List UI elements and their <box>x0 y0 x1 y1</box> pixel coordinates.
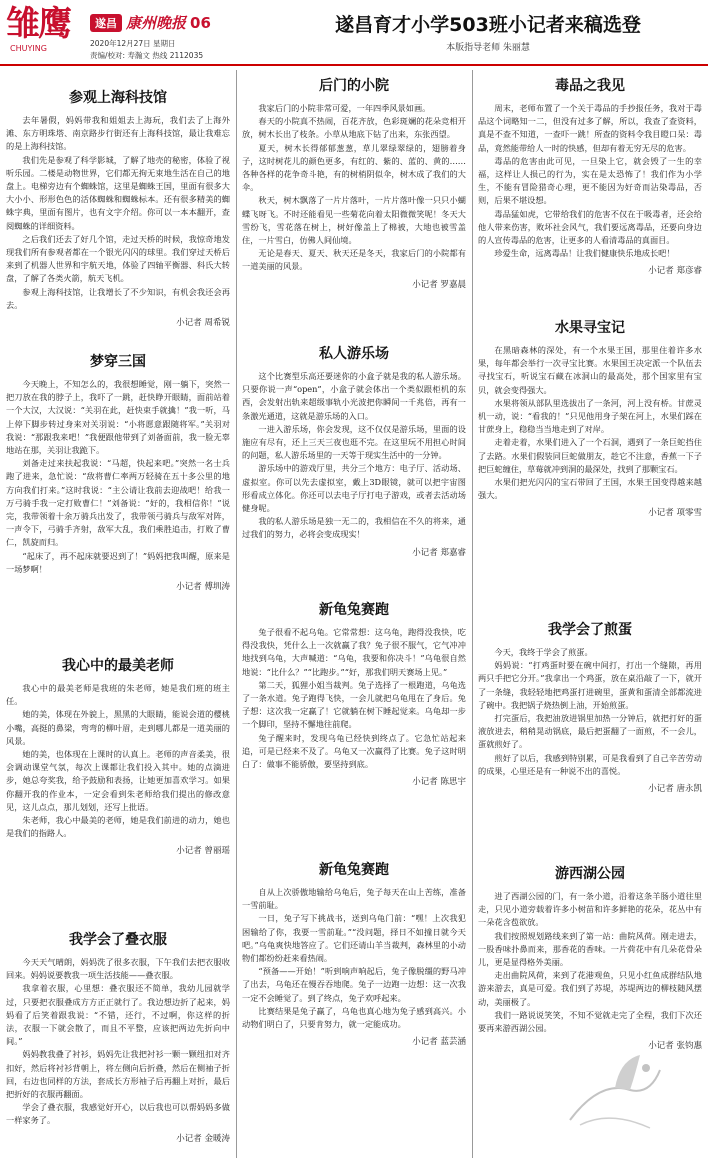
article-title: 游西湖公园 <box>555 866 625 882</box>
paragraph: 打完蛋后，我把油放进锅里加热一分钟后，就把打好的蛋液放进去，稍稍晃动锅底，最后把蛋翻了一面煎，不一会儿，蛋就煎好了。 <box>478 713 702 750</box>
article-shanghai <box>6 88 230 348</box>
paragraph: 今天天气晴朗，妈妈洗了很多衣服，下午我们去把衣服收回来。妈妈说要教我一项生活技能——叠衣服。 <box>6 957 230 981</box>
article-title: 梦穿三国 <box>90 354 146 370</box>
article-title: 后门的小院 <box>319 78 389 94</box>
paper-logo <box>6 4 86 62</box>
paragraph: 走出曲院风荷，来到了花港观鱼，只见小红鱼成群结队地游来游去，真是可爱。我们到了苏堤，苏堤两边的柳枝随风摆动，美丽极了。 <box>478 970 702 1007</box>
paragraph: 水果们把光闪闪的宝石带回了王国，水果王国变得越来越强大。 <box>478 477 702 501</box>
paragraph: 第二天，狐狸小姐当裁判。兔子选择了一根跑道，乌龟选了一条水道。兔子跑得飞快，一会儿就把乌龟甩在了身后。兔子想：这次我一定赢了！它就躺在树下睡起觉来。乌龟却一步一个脚印，坚持不懈地往前爬。 <box>242 679 466 730</box>
article-drugs <box>478 76 702 308</box>
paragraph: 我家后门的小院非常可爱，一年四季风景如画。 <box>258 103 431 113</box>
column-rule <box>236 70 237 1158</box>
article-folding-clothes <box>6 930 230 1158</box>
article-fruit-treasure <box>478 318 702 614</box>
paragraph: 我们一路说说笑笑，不知不觉就走完了全程，我们下次还要再来游西湖公园。 <box>478 1009 702 1034</box>
paragraph: 朱老师，我心中最美的老师，她是我们前进的动力，她也是我们的指路人。 <box>6 815 230 839</box>
paragraph: 这个比赛型乐高还要迷你的小盒子就是我的私人游乐场。只要你说一声“open”，小盒子就会体出一个类似跟柜机的东西，会发射出轨来超级事轨小光波把你瞬间一千兆倍，再有一条激光通道，这就是游乐场的入口。 <box>242 371 466 421</box>
paragraph: 毒品猛如虎，它带给我们的危害不仅在于吸毒者，还会给他人带来伤害，败坏社会风气，我们要远离毒品，还要向身边的人宣传毒品的危害，让更多的人看清毒品的真面目。 <box>478 208 702 246</box>
article-byline: 小记者 唐永凯 <box>648 784 702 795</box>
paragraph: 兔子醒来时，发现乌龟已经快到终点了。它急忙站起来追，可是已经来不及了。乌龟又一次赢得了比赛。兔子这时明白了：做事不能骄傲，要坚持到底。 <box>242 732 466 770</box>
paragraph: 一进入游乐场，你会发现，这不仅仅是游乐场，里面的设施应有尽有，还上三天三夜也逛不完。在这里玩不用担心时间的问题，私人游乐场里的一天等于现实生活中的一分钟。 <box>242 423 466 461</box>
article-tortoise-hare-1 <box>242 600 466 840</box>
paragraph: 秋天，树木飘落了一片片落叶，一片片落叶像一只只小蝴蝶飞呀飞。不时还能看见一些菊花向着太阳微微笑呢！冬天大雪纷飞，雪花落在树上，树好像盖上了棉被，大地也被雪盖住，一片雪白，仿佛人间仙境。 <box>242 195 466 246</box>
paragraph: 我的私人游乐场是独一无二的，我相信在不久的将来，通过我们的努力，必将会变成现实！ <box>242 516 466 540</box>
article-body <box>478 102 702 260</box>
article-byline: 小记者 周希锐 <box>176 318 230 329</box>
paragraph: 之后我们还去了好几个馆，走过天桥的时候，我惊奇地发现我们所有参观者都在一个银光闪闪的球里。我们穿过天桥后来到了机器人世界和宇航天地，体验了四轴平衡器、科氏大转盘，了解了各类火箭，航天飞机。 <box>6 233 230 284</box>
date-line: 2020年12月27日 星期日 <box>90 39 176 48</box>
article-backyard <box>242 76 466 338</box>
article-three-kingdoms <box>6 352 230 652</box>
paragraph: 自从上次骄傲地输给乌龟后，兔子每天在山上苦练，准备一雪前耻。 <box>242 887 466 911</box>
paragraph: 走着走着，水果们进入了一个石洞，遇到了一条巨蛇挡住了去路。水果们假装同巨蛇做朋友，趁它不注意，香蕉一下子把巨蛇缠住，草莓就冲到洞的最深处，找到了那颗宝石。 <box>478 437 702 474</box>
paragraph: 毒品的危害由此可见，一旦染上它，就会毁了一生的幸福，这样让人损己的行为，实在是太恐怖了！我们作为小学生，不能有冒险猎奇心理，更不能因为好奇而沾染毒品，否则，后果不堪设想。 <box>478 155 702 206</box>
article-body <box>6 114 230 312</box>
paper-name: 康州晚报 <box>126 14 187 32</box>
paragraph: 进了西湖公园的门，有一条小道，沿着这条羊肠小道往里走，只见小道旁载着许多小树苗和许多鲜艳的花朵，花丛中有一朵花含苞欲放。 <box>478 891 702 928</box>
paragraph: 在黑暗森林的深处，有一个水果王国，那里住着许多水果，每年都会举行一次寻宝比赛。水果国王决定派一个队伍去寻找宝石，听说宝石藏在冰洞山的最高处，那个国家里有宝贝，就会变得强大。 <box>478 345 702 395</box>
page-number: 06 <box>190 13 211 32</box>
paragraph: 妈妈说：“打鸡蛋时要在碗中间打，打出一个缝隙，再用两只手把它分开。”我拿出一个鸡蛋，放在桌沿敲了一下，就开了一条缝，我轻轻地把鸡蛋打进碗里，蛋黄和蛋清全部都流进了碗中。我把锅子烧热倒上油，开始煎蛋。 <box>478 660 702 710</box>
article-body <box>6 378 230 576</box>
article-title: 毒品之我见 <box>555 78 625 94</box>
bird-illustration-icon <box>560 1040 670 1135</box>
paragraph: 去年暑假，妈妈带我和姐姐去上海玩，我们去了上海外滩、东方明珠塔、南京路步行街还有上海科技馆，最让我难忘的是上海科技馆。 <box>6 115 230 152</box>
paragraph: 她的美，体现在外貌上，黑黑的大眼睛，能说会道的樱桃小嘴，高挺的鼻梁，弯弯的柳叶眉，走到哪儿都是一道美丽的风景。 <box>6 709 230 746</box>
paragraph: 今天，我终于学会了煎蛋。 <box>494 647 593 657</box>
article-byline: 小记者 郑嘉睿 <box>412 547 466 558</box>
paragraph: 她的美，也体现在上课时的认真上。老师的声音柔美，很会调动课堂气氛，每次上课都让我们投入其中。她的点滴进步，她总夸奖我，给予鼓励和表扬，让她更加喜欢学习。如果你翻开我的作业本，一定会看到朱老师给我们提出的修改意见，这儿点点，那儿划划，还写上批语。 <box>6 749 230 812</box>
article-body <box>478 344 702 502</box>
page-headline: 遂昌育才小学503班小记者来稿选登 <box>335 14 641 36</box>
paragraph: 夏天，树木长得郁郁葱葱，草儿翠绿翠绿的，翅膀着身子，这时树花儿的颜色更多，有红的、紫的、蓝的、黄的……各种各样的花争奇斗艳，有的树梢阴似伞，树木成了我们的大伞。 <box>242 142 466 193</box>
article-amusement-park <box>242 344 466 594</box>
paragraph: 我心中的最美老师是我班的朱老师，她是我们班的班主任。 <box>6 683 230 707</box>
column-rule <box>472 70 473 1158</box>
article-teacher <box>6 656 230 926</box>
article-title: 私人游乐场 <box>319 346 389 362</box>
article-byline: 小记者 张钧惠 <box>648 1041 702 1052</box>
paragraph: “预备——开始！”听到响声响起后，兔子像脱缰的野马冲了出去，乌龟还在慢吞吞地爬。兔子一边跑一边想：这一次我一定不会睡觉了。到了终点，兔子欢呼起来。 <box>242 966 466 1003</box>
article-body <box>242 886 466 1031</box>
paragraph: 周末，老师布置了一个关于毒品的手抄报任务，我对于毒品这个词略知一二，但没有过多了解，所以，我查了查资料，真是不查不知道，一查吓一跳！所查的资料令我目瞪口呆：毒品，竟然能带给人一时的快感，但却有着无穷无尽的危害。 <box>478 103 702 153</box>
paragraph: 煎好了以后，我感到特别累，可是我看到了自己辛苦劳动的成果，心里还是有一种说不出的喜悦。 <box>478 752 702 776</box>
paragraph: 比赛结果是兔子赢了，乌龟也真心地为兔子感到高兴。小动物们明白了，只要肯努力，就一定能成功。 <box>242 1005 466 1030</box>
article-title: 我心中的最美老师 <box>62 658 174 674</box>
article-title: 新龟兔赛跑 <box>319 602 389 618</box>
paragraph: 兔子很看不起乌龟。它常常想：这乌龟，跑得没我快，吃得没我快，凭什么上一次就赢了我？兔子很不服气，它气冲冲地找到乌龟，大声喊道：“乌龟，我要和你决斗！”乌龟很自然地说：“比什么？”“比跑步。”“好，那我们明天赛场上见。” <box>242 627 466 677</box>
paragraph: “起床了，再不起床就要迟到了！”妈妈把我叫醒，原来是一场梦啊！ <box>6 550 230 574</box>
logo-text: 雏鹰 <box>6 4 70 44</box>
article-byline: 小记者 项零雪 <box>648 508 702 519</box>
article-byline: 小记者 傅圳涛 <box>176 582 230 593</box>
logo-en-text: CHUYING <box>10 44 47 53</box>
article-byline: 小记者 郑彦睿 <box>648 266 702 277</box>
article-byline: 小记者 蓝芸涵 <box>412 1037 466 1048</box>
article-byline: 小记者 金暖涛 <box>176 1133 230 1144</box>
paragraph: 无论是春天、夏天、秋天还是冬天，我家后门的小院都有一道美丽的风景。 <box>242 248 466 272</box>
article-body <box>242 626 466 771</box>
paragraph: 珍爱生命，远离毒品！让我们健康快乐地成长吧！ <box>494 248 675 259</box>
paragraph: 游乐场中的游戏厅里，共分三个地方：电子厅、活动场、虚拟室。你可以先去虚拟室，戴上3D眼镜，就可以把宇宙图形看成立体化。你还可以去电子厅打电子游戏，或者去活动场健身呢。 <box>242 463 466 514</box>
paragraph: 水果将领从部队里选拔出了一条河，河上没有桥。甘蔗灵机一动，说：“看我的！”只见他用身子架在河上，水果们踩在甘蔗身上，稳稳当当地走到了对岸。 <box>478 397 702 435</box>
masthead <box>0 0 708 66</box>
paragraph: 刘备走过来扶起我说：“马超，快起来吧。”突然一名士兵跑了进来，急忙说：“敌将曹仁率两万轻骑在五十多公里的地方向我们打来。”这时我说：“主公请让我前去迎战吧！给我一万弓骑手我一定打败曹仁！”刘备说：“好的，我相信你！”说完，我带领着十余万骑兵出发了，我带领弓骑兵与敌军对阵，一声令下，弓骑手齐射，敌军大乱，我们乘胜追击，打败了曹仁，凯旋而归。 <box>6 458 230 548</box>
article-title: 参观上海科技馆 <box>69 90 167 106</box>
article-body <box>6 956 230 1128</box>
paragraph: 我们按照规划路线来到了第一站：曲院风荷。刚走进去，一股香味扑鼻而来，那香花的香味。一片荷花中有几朵花骨朵儿，更是显得格外美丽。 <box>478 930 702 968</box>
article-title: 水果寻宝记 <box>555 320 625 336</box>
paragraph: 一日，兔子写下挑战书，送到乌龟门前：“嘿！上次我犯困输给了你，我要一雪前耻。”“没问题，择日不如撞日就今天吧。”乌龟爽快地答应了。它们还请山羊当裁判，森林里的小动物们都纷纷赶来看热闹。 <box>242 913 466 964</box>
article-byline: 小记者 陈思宇 <box>412 777 466 788</box>
paragraph: 今天晚上，不知怎么的，我很想睡觉，刚一躺下，突然一把刀放在我的脖子上，我吓了一跳，赶快睁开眼睛，面前站着一个大汉，大汉说：“关羽在此，赶快束手就擒！”我一听，马上停下脚步转过身来对关羽说：“小将愿意跟随将军。”关羽对我说：“那跟我来吧！”我便跟他带到了刘备面前，我一脸无辜地站在那，关羽让我跪下。 <box>6 379 230 456</box>
article-tortoise-hare-2 <box>242 860 466 1158</box>
article-body <box>242 370 466 542</box>
paragraph: 妈妈教我叠了衬衫，妈妈先让我把衬衫一颗一颗纽扣对齐扣好，然后将衬衫背朝上，将左侧向后折叠，然后在侧袖子折回，右边也同样的方法，套成长方形袖子后再翻上对折，最后把折好的衣服再翻面。 <box>6 1049 230 1100</box>
section-tag: 遂昌 <box>90 14 122 32</box>
article-title: 我学会了叠衣服 <box>69 932 167 948</box>
paragraph: 参观上海科技馆，让我增长了不少知识，有机会我还会再去。 <box>6 286 230 310</box>
article-body <box>478 890 702 1035</box>
article-body <box>478 646 702 778</box>
paragraph: 学会了叠衣服，我感觉好开心，以后我也可以帮妈妈多做一样家务了。 <box>6 1102 230 1126</box>
article-title: 新龟兔赛跑 <box>319 862 389 878</box>
article-body <box>242 102 466 274</box>
article-byline: 小记者 曾丽瑶 <box>176 846 230 857</box>
page-subline: 本版指导老师 朱丽慧 <box>446 43 530 53</box>
paragraph: 我们先是参观了科学影城，了解了地壳的秘密，体验了视听乐园。二楼是动物世界，它们都无拘无束地生活在自己的地盘上。电梯旁边有个蜘蛛馆，这里是蜘蛛王国，里面有很多大大小小、形形色色的活体蜘蛛和蜘蛛标本。还有很多精美的蜘蛛字典，里面有图片，也有文字介绍。你可以一本本翻开，查阅蜘蛛的详细资料。 <box>6 154 230 231</box>
section-tag-row <box>90 12 211 33</box>
paragraph: 春天的小院真不热闹，百花齐放，色彩斑斓的花朵竞相开放，树木长出了枝条。小草从地底下钻了出来，东张西望。 <box>242 116 466 140</box>
editor-line: 责编/校对: 寿瀚文 热线 2112035 <box>90 51 204 60</box>
article-frying-egg <box>478 620 702 856</box>
article-byline: 小记者 罗嘉晨 <box>412 279 466 290</box>
paragraph: 我拿着衣服，心里想：叠衣服还不简单，我幼儿园就学过，只要把衣服叠成方方正正就行了。我边想边折了起来，妈妈看了后笑着跟我说：“不错，还行，不过啊，你这样的折法，衣服一下就会散了，而且不平整，应该把两边先折向中间。” <box>6 983 230 1047</box>
article-body <box>6 682 230 840</box>
article-title: 我学会了煎蛋 <box>548 622 632 638</box>
